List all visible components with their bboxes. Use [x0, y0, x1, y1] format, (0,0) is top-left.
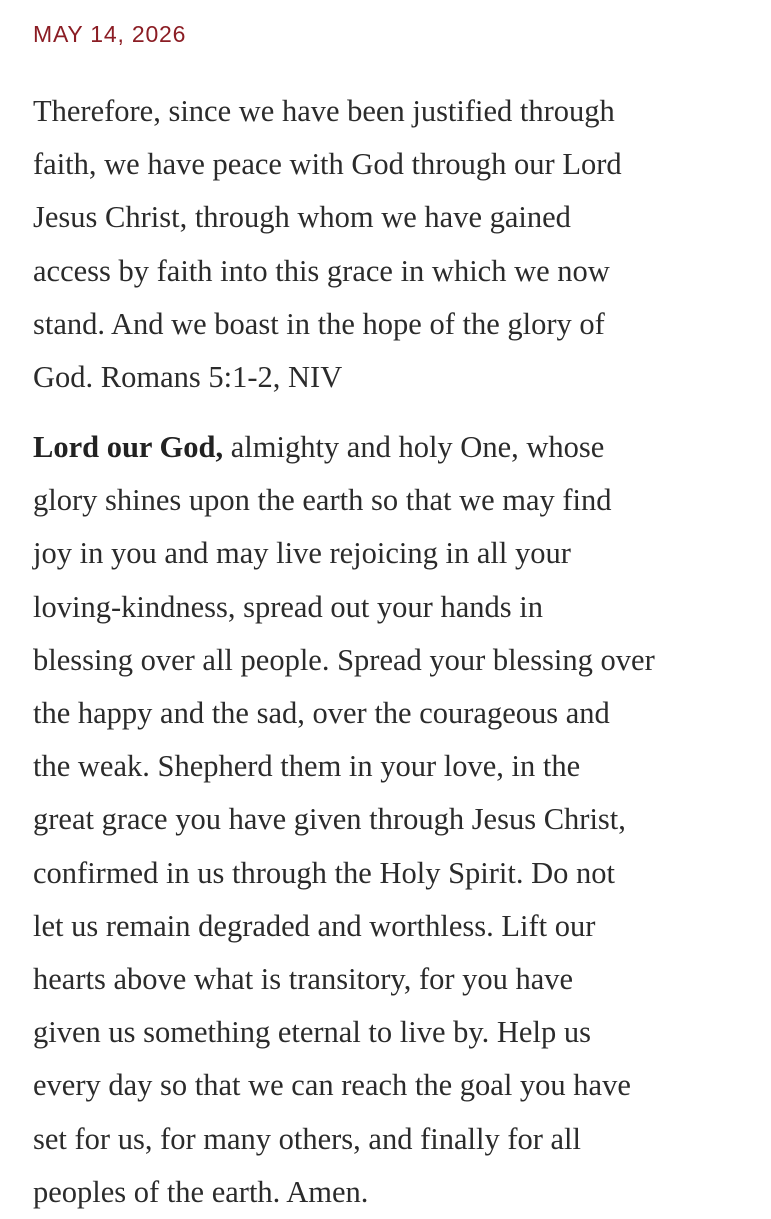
verse-line: stand. And we boast in the hope of the glory of: [33, 306, 605, 341]
prayer-line: joy in you and may live rejoicing in all your: [33, 536, 571, 571]
prayer-line: hearts above what is transitory, for you have: [33, 962, 574, 997]
verse-line: access by faith into this grace in which we now: [33, 253, 610, 288]
prayer-first-line-rest: almighty and holy One, whose: [223, 430, 605, 464]
prayer-line: every day so that we can reach the goal you have: [33, 1068, 631, 1103]
prayer-first-line: [33, 421, 655, 474]
verse-line: faith, we have peace with God through our Lord: [33, 147, 622, 182]
prayer-line: set for us, for many others, and finally for all: [33, 1121, 582, 1156]
prayer-text: [33, 421, 655, 1219]
verse-line: Therefore, since we have been justified through: [33, 94, 615, 128]
prayer-line: great grace you have given through Jesus Christ,: [33, 802, 626, 837]
date-heading: MAY 14, 2026: [33, 21, 187, 47]
prayer-opening: Lord our God,: [33, 430, 224, 464]
prayer-line: let us remain degraded and worthless. Lift our: [33, 908, 596, 943]
scripture-verse: [33, 85, 622, 404]
prayer-line: glory shines upon the earth so that we may find: [33, 483, 612, 518]
prayer-line: peoples of the earth. Amen.: [33, 1174, 369, 1209]
prayer-line: the happy and the sad, over the courageous and: [33, 696, 610, 731]
prayer-line: confirmed in us through the Holy Spirit. Do not: [33, 855, 615, 890]
verse-line: God. Romans 5:1-2, NIV: [33, 360, 343, 395]
verse-line: Jesus Christ, through whom we have gained: [33, 200, 571, 235]
prayer-line: loving-kindness, spread out your hands in: [33, 589, 543, 624]
prayer-line: the weak. Shepherd them in your love, in the: [33, 749, 581, 784]
prayer-line: given us something eternal to live by. Help us: [33, 1015, 591, 1050]
prayer-line: blessing over all people. Spread your blessing over: [33, 642, 655, 677]
